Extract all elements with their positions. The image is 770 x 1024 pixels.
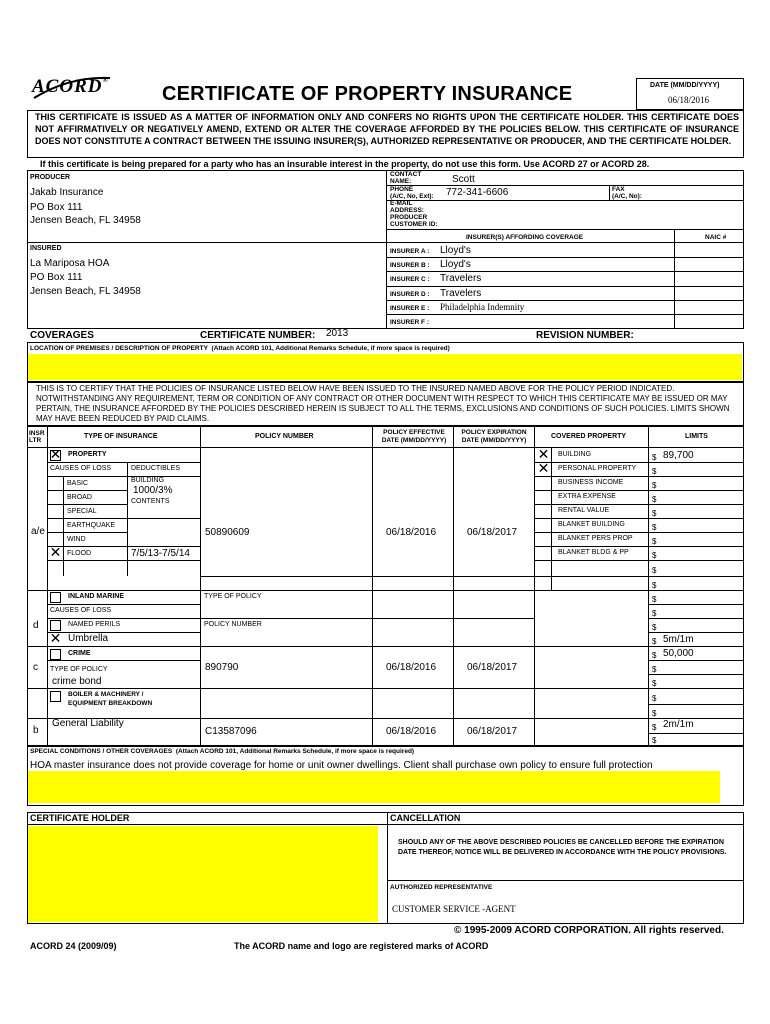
earthquake-label: EARTHQUAKE [67,522,116,529]
limit-dollar: $ [652,651,657,660]
building-ded-label: BUILDING [131,477,165,484]
inland-causes-of-loss: CAUSES OF LOSS [50,607,112,614]
revision-number-label: REVISION NUMBER: [536,330,634,341]
certificate-holder-label: CERTIFICATE HOLDER [30,813,130,823]
insurer-e-label: INSURER E : [390,305,430,312]
insurer-f-label: INSURER F : [390,319,429,326]
crime-type-of-policy: TYPE OF POLICY [50,666,108,673]
insurer-d[interactable]: Travelers [440,288,482,299]
limit-general-liability[interactable]: 2m/1m [663,719,694,730]
insured-label: INSURED [30,245,62,252]
contact-name[interactable]: Scott [452,174,475,185]
cancellation-label: CANCELLATION [390,813,461,823]
limit-dollar: $ [652,481,657,490]
certify-text: THIS IS TO CERTIFY THAT THE POLICIES OF INSURANCE LISTED BELOW HAVE BEEN ISSUED TO THE INSURED NAMED ABOVE FOR THE POLICY PERIOD INDICATED. NOTWITHSTANDING ANY REQUIREMENT, TERM OR CONDITION OF ANY CONTRACT OR OTHER DOCUMENT WITH RESPECT TO WHICH THIS CERTIFICATE MAY BE ISSUED OR MAY PERTAIN, THE INSURANCE AFFORDED BY THE POLICIES DESCRIBED HEREIN IS SUBJECT TO ALL THE TERMS, EXCLUSIONS AND CONDITIONS OF SUCH POLICIES. LIMITS SHOWN MAY HAVE BEEN REDUCED BY PAID CLAIMS. [36,384,730,423]
wind-label: WIND [67,536,86,543]
acord-logo: ACORD® [32,76,109,97]
property-effective-date[interactable]: 06/18/2016 [386,527,437,538]
limit-dollar: $ [652,495,657,504]
contact-phone[interactable]: 772-341-6606 [446,187,509,198]
crime-checkbox[interactable] [50,649,61,660]
certificate-number[interactable]: 2013 [326,328,349,339]
limit-dollar: $ [652,609,657,618]
limit-dollar: $ [652,736,657,745]
naic-label: NAIC # [705,234,727,241]
contact-email-label: E-MAIL ADDRESS: [390,200,424,214]
umbrella-check-mark[interactable]: ✕ [49,630,62,646]
limit-dollar: $ [652,453,657,462]
col-covered: COVERED PROPERTY [551,433,627,440]
covered-building: BUILDING [558,451,592,458]
gl-effective-date[interactable]: 06/18/2016 [386,726,437,737]
inland-marine-label: INLAND MARINE [68,593,124,600]
broad-label: BROAD [67,494,92,501]
producer-label: PRODUCER [30,174,71,181]
boiler-checkbox[interactable] [50,691,61,702]
flood-check-mark[interactable]: ✕ [49,544,62,560]
limit-dollar: $ [652,537,657,546]
gl-policy-number[interactable]: C13587096 [205,726,257,737]
producer-name[interactable]: Jakab Insurance [30,187,104,198]
inland-marine-checkbox[interactable] [50,592,61,603]
covered-blanket-bldg-pp: BLANKET BLDG & PP [558,549,629,556]
limit-dollar: $ [652,509,657,518]
limit-dollar: $ [652,623,657,632]
special-label: SPECIAL [67,508,97,515]
flood-dates[interactable]: 7/5/13-7/5/14 [131,548,190,559]
crime-expiration-date[interactable]: 06/18/2017 [467,662,518,673]
limit-dollar: $ [652,694,657,703]
authorized-rep-value[interactable]: CUSTOMER SERVICE -AGENT [392,904,516,914]
personal-property-check[interactable]: ✕ [537,460,550,476]
covered-blanket-pers-prop: BLANKET PERS PROP [558,535,633,542]
insured-address2[interactable]: Jensen Beach, FL 34958 [30,286,141,297]
limit-dollar: $ [652,581,657,590]
acord-logo-swoosh [30,70,114,104]
deductibles-label: DEDUCTIBLES [131,465,181,472]
date-label: DATE (MM/DD/YYYY) [650,82,720,89]
covered-personal-property: PERSONAL PROPERTY [558,465,637,472]
inland-marine-ltr[interactable]: d [33,620,39,631]
crime-ltr[interactable]: c [33,662,38,673]
contact-phone-label: PHONE (A/C, No, Ext): [390,186,434,200]
covered-blanket-building: BLANKET BUILDING [558,521,625,528]
inland-policy-number: POLICY NUMBER [204,621,262,628]
property-check-mark: ✕ [49,446,62,462]
gl-expiration-date[interactable]: 06/18/2017 [467,726,518,737]
insurer-b[interactable]: Lloyd's [440,259,471,270]
cancellation-text: SHOULD ANY OF THE ABOVE DESCRIBED POLICIES BE CANCELLED BEFORE THE EXPIRATION DATE THEREOF, NOTICE WILL BE DELIVERED IN ACCORDANCE WITH THE POLICY PROVISIONS. [398,839,727,856]
page-title: CERTIFICATE OF PROPERTY INSURANCE [162,83,573,105]
covered-rental-value: RENTAL VALUE [558,507,610,514]
limit-crime[interactable]: 50,000 [663,648,694,659]
col-type: TYPE OF INSURANCE [84,433,158,440]
limit-dollar: $ [652,551,657,560]
flood-label: FLOOD [67,550,92,557]
contact-name-label: CONTACT NAME: [390,171,422,185]
limit-dollar: $ [652,723,657,732]
insurers-header: INSURER(S) AFFORDING COVERAGE [466,234,584,241]
property-expiration-date[interactable]: 06/18/2017 [467,527,518,538]
general-liability-label[interactable]: General Liability [52,718,124,729]
limit-dollar: $ [652,523,657,532]
col-effective: POLICY EFFECTIVE DATE (MM/DD/YYYY) [381,429,447,444]
boiler-label: BOILER & MACHINERY / EQUIPMENT BREAKDOWN [68,691,153,707]
insurer-c-label: INSURER C : [390,276,430,283]
certificate-number-label: CERTIFICATE NUMBER: [200,330,316,341]
property-ltr[interactable]: a/e [31,526,45,537]
crime-type-value[interactable]: crime bond [52,676,102,687]
producer-address2[interactable]: Jensen Beach, FL 34958 [30,215,141,226]
disclaimer-text: THIS CERTIFICATE IS ISSUED AS A MATTER OF INFORMATION ONLY AND CONFERS NO RIGHTS UPON THE CERTIFICATE HOLDER. THIS CERTIFICATE DOES NOT AFFIRMATIVELY OR NEGATIVELY AMEND, EXTEND OR ALTER THE COVERAGE AFFORDED BY THE POLICIES BELOW. THIS CERTIFICATE OF INSURANCE DOES NOT CONSTITUTE A CONTRACT BETWEEN THE ISSUING INSURER(S), AUTHORIZED REPRESENTATIVE OR PRODUCER, AND THE CERTIFICATE HOLDER. [35,112,739,146]
covered-extra-expense: EXTRA EXPENSE [558,493,616,500]
insurer-e[interactable]: Philadelphia Indemnity [440,302,525,312]
producer-address1[interactable]: PO Box 111 [30,202,83,213]
col-limits: LIMITS [685,433,708,440]
property-label: PROPERTY [68,451,107,458]
property-policy-number[interactable]: 50890609 [205,527,250,538]
authorized-rep-label: AUTHORIZED REPRESENTATIVE [390,884,493,891]
inland-type-of-policy: TYPE OF POLICY [204,593,262,600]
date-value[interactable]: 06/18/2016 [668,95,710,105]
location-label: LOCATION OF PREMISES / DESCRIPTION OF PROPERTY (Attach ACORD 101, Additional Remarks Schedule, if more space is required) [30,345,450,352]
crime-label: CRIME [68,650,91,657]
producer-customer-id-label: PRODUCER CUSTOMER ID: [390,214,438,228]
limit-umbrella[interactable]: 5m/1m [663,634,694,645]
form-id: ACORD 24 (2009/09) [30,941,117,951]
insured-address1[interactable]: PO Box 111 [30,272,83,283]
crime-effective-date[interactable]: 06/18/2016 [386,662,437,673]
limit-dollar: $ [652,637,657,646]
contact-fax-label: FAX (A/C, No): [612,186,642,200]
notice-text: If this certificate is being prepared for a party who has an insurable interest in the property, do not use this form. Use ACORD 27 or ACORD 28. [40,159,650,169]
insurer-d-label: INSURER D : [390,291,430,298]
limit-dollar: $ [652,566,657,575]
building-deductible[interactable]: 1000/3% [133,485,173,496]
crime-policy-number[interactable]: 890790 [205,662,239,673]
insurer-a-label: INSURER A : [390,248,430,255]
limit-building[interactable]: 89,700 [663,450,694,461]
limit-dollar: $ [652,679,657,688]
insurer-c[interactable]: Travelers [440,273,482,284]
col-insr-ltr: INSR LTR [29,430,45,444]
insurer-a[interactable]: Lloyd's [440,245,471,256]
certificate-holder-field[interactable] [28,826,378,922]
copyright: © 1995-2009 ACORD CORPORATION. All rights reserved. [454,925,724,936]
insurer-b-label: INSURER B : [390,262,430,269]
trademark-note: The ACORD name and logo are registered marks of ACORD [234,941,489,951]
contents-label: CONTENTS [131,498,170,505]
limit-dollar: $ [652,665,657,674]
covered-business-income: BUSINESS INCOME [558,479,624,486]
basic-label: BASIC [67,480,89,487]
limit-dollar: $ [652,467,657,476]
umbrella-label[interactable]: Umbrella [68,633,109,644]
causes-of-loss-label: CAUSES OF LOSS [50,465,112,472]
insured-name[interactable]: La Mariposa HOA [30,258,110,269]
special-conditions-field[interactable] [28,771,720,803]
coverages-label: COVERAGES [30,330,94,341]
col-policy: POLICY NUMBER [255,433,314,440]
limit-dollar: $ [652,709,657,718]
building-covered-check[interactable]: ✕ [537,446,550,462]
col-expiration: POLICY EXPIRATION DATE (MM/DD/YYYY) [461,429,527,444]
named-perils-label: NAMED PERILS [68,621,121,628]
location-field[interactable] [28,354,742,380]
general-liability-ltr[interactable]: b [33,725,39,736]
special-conditions-text[interactable]: HOA master insurance does not provide coverage for home or unit owner dwellings. Client shall purchase own policy to ensure full protection [30,760,653,771]
limit-dollar: $ [652,595,657,604]
special-conditions-label: SPECIAL CONDITIONS / OTHER COVERAGES (Attach ACORD 101, Additional Remarks Schedule, if more space is required) [30,748,415,755]
